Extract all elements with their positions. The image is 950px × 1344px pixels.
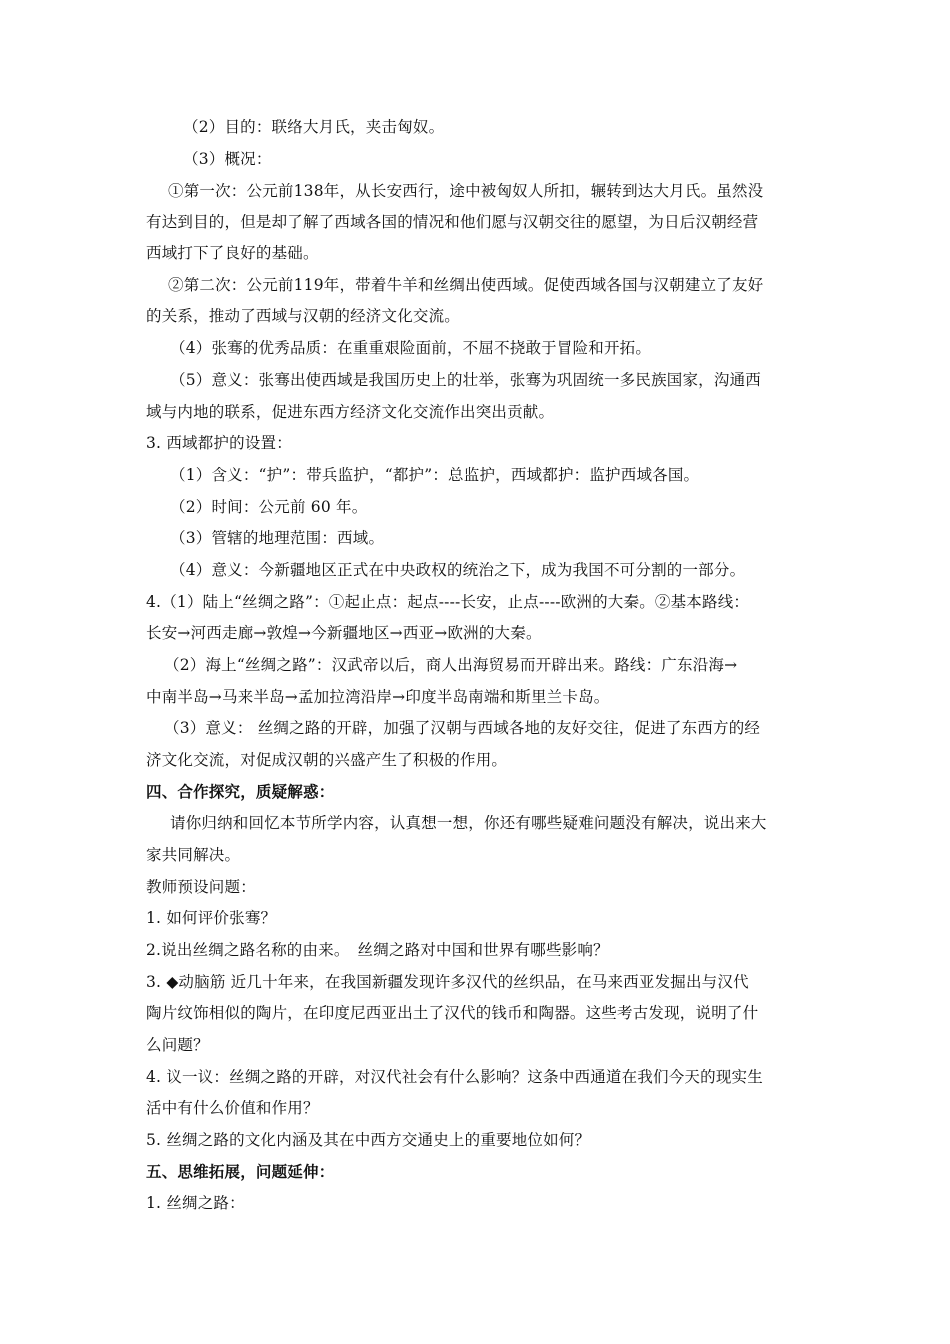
text-line: 西域打下了良好的基础。 — [146, 244, 319, 262]
text-line: （2）海上“丝绸之路”：汉武帝以后，商人出海贸易而开辟出来。路线：广东沿海→ — [164, 656, 738, 674]
text-line: 1. 丝绸之路： — [146, 1194, 245, 1212]
text-line: （4）张骞的优秀品质：在重重艰险面前，不屈不挠敢于冒险和开拓。 — [170, 339, 652, 357]
text-line: （4）意义：今新疆地区正式在中央政权的统治之下，成为我国不可分割的一部分。 — [170, 561, 746, 579]
section-heading: 3. 西域都护的设置： — [146, 434, 292, 452]
text-line: 济文化交流，对促成汉朝的兴盛产生了积极的作用。 — [146, 751, 508, 769]
text-line: 的关系，推动了西域与汉朝的经济文化交流。 — [146, 307, 461, 325]
text-line: 请你归纳和回忆本节所学内容，认真想一想，你还有哪些疑难问题没有解决，说出来大 — [170, 814, 767, 832]
section-heading: 四、合作探究，质疑解惑： — [146, 782, 335, 801]
text-line: （5）意义：张骞出使西域是我国历史上的壮举，张骞为巩固统一多民族国家，沟通西 — [170, 371, 761, 389]
question-item: 2.说出丝绸之路名称的由来。 丝绸之路对中国和世界有哪些影响？ — [146, 941, 609, 959]
text-line: ①第一次：公元前138年，从长安西行，途中被匈奴人所扣，辗转到达大月氏。虽然没 — [168, 182, 764, 200]
question-item: 4. 议一议：丝绸之路的开辟，对汉代社会有什么影响？这条中西通道在我们今天的现实生 — [146, 1068, 763, 1086]
question-item: 1. 如何评价张骞？ — [146, 909, 277, 927]
question-item: 5. 丝绸之路的文化内涵及其在中西方交通史上的重要地位如何？ — [146, 1131, 591, 1149]
text-line: 有达到目的，但是却了解了西域各国的情况和他们愿与汉朝交往的愿望，为日后汉朝经营 — [146, 213, 759, 231]
text-line: 长安→河西走廊→敦煌→今新疆地区→西亚→欧洲的大秦。 — [146, 624, 542, 642]
text-line: 么问题？ — [146, 1036, 209, 1054]
section-heading: 五、思维拓展，问题延伸： — [146, 1162, 335, 1181]
text-line: （2）目的：联络大月氏，夹击匈奴。 — [183, 118, 445, 136]
text-line: （1）含义：“护”：带兵监护，“都护”：总监护，西域都护：监护西域各国。 — [170, 466, 700, 484]
text-line: 活中有什么价值和作用？ — [146, 1099, 319, 1117]
text-line: 家共同解决。 — [146, 846, 241, 864]
text-line: ②第二次：公元前119年，带着牛羊和丝绸出使西域。促使西域各国与汉朝建立了友好 — [168, 276, 764, 294]
text-line: 中南半岛→马来半岛→孟加拉湾沿岸→印度半岛南端和斯里兰卡岛。 — [146, 688, 610, 706]
text-line: 域与内地的联系，促进东西方经济文化交流作出突出贡献。 — [146, 403, 555, 421]
text-line: 教师预设问题： — [146, 878, 256, 896]
text-line: （3）管辖的地理范围：西域。 — [170, 529, 385, 547]
text-line: 陶片纹饰相似的陶片，在印度尼西亚出土了汉代的钱币和陶器。这些考古发现，说明了什 — [146, 1004, 759, 1022]
text-line: （3）概况： — [183, 150, 272, 168]
question-item: 3. ◆动脑筋 近几十年来，在我国新疆发现许多汉代的丝织品，在马来西亚发掘出与汉代 — [146, 973, 749, 991]
text-line: （2）时间：公元前 60 年。 — [170, 498, 368, 516]
text-line: （3）意义： 丝绸之路的开辟，加强了汉朝与西域各地的友好交往，促进了东西方的经 — [164, 719, 761, 737]
text-line: 4.（1）陆上“丝绸之路”：①起止点：起点----长安，止点----欧洲的大秦。②基本路线： — [146, 593, 750, 611]
